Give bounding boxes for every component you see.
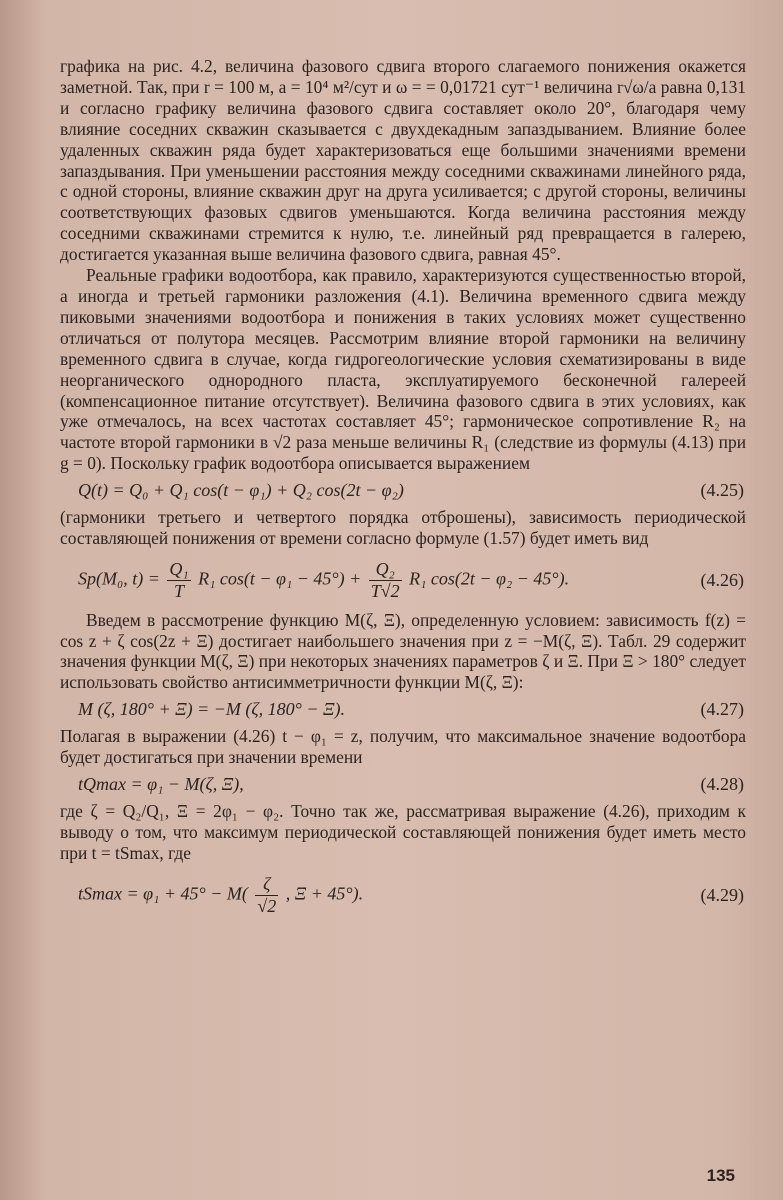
fraction-2-denominator: T√2	[370, 580, 400, 601]
formula-4-26	[78, 559, 746, 602]
formula-4-28	[78, 774, 746, 795]
formula-4-26-number: (4.26)	[700, 569, 744, 590]
formula-4-26-rhs: R₁ cos(2t − φ₂ − 45°).	[409, 568, 570, 589]
formula-4-25-number: (4.25)	[700, 480, 744, 501]
formula-4-29-fraction	[255, 874, 278, 917]
page-body	[60, 56, 746, 924]
formula-4-25	[78, 480, 746, 501]
fraction-1-numerator: Q₁	[169, 558, 189, 579]
fraction-denominator: √2	[257, 895, 277, 916]
formula-4-26-fraction-1	[167, 559, 190, 602]
paragraph-5: Полагая в выражении (4.26) t − φ₁ = z, получим, что максимальное значение водоотбора будет достигаться при значении времени	[60, 726, 746, 768]
formula-4-29-expression	[78, 874, 363, 917]
paragraph-4: Введем в рассмотрение функцию M(ζ, Ξ), определенную условием: зависимость f(z) = cos z + ζ cos(2z + Ξ) достигает наибольшего значения при z = −M(ζ, Ξ). Табл. 29 содержит значения функции M(ζ, Ξ) при некоторых значениях параметров ζ и Ξ. При Ξ > 180° следует использовать свойство антисимметричности функции M(ζ, Ξ):	[60, 609, 746, 693]
formula-4-29	[78, 874, 746, 917]
fraction-numerator: ζ	[255, 874, 278, 896]
formula-4-27	[78, 699, 746, 720]
formula-4-26-lhs: Sp(M₀, t) =	[78, 568, 160, 589]
paragraph-3: (гармоники третьего и четвертого порядка отброшены), зависимость периодической составляющей понижения от времени согласно формуле (1.57) будет иметь вид	[60, 507, 746, 548]
paragraph-1: графика на рис. 4.2, величина фазового сдвига второго слагаемого понижения окажется заметной. Так, при r = 100 м, a = 10⁴ м²/сут и ω = = 0,01721 сут⁻¹ величина r√ω/a равна 0,131 и согласно графику величина фазового сдвига составляет около 20°, благодаря чему влияние соседних скважин сказывается с двухдекадным запаздыванием. Влияние более удаленных скважин ряда будет характеризоваться еще большими значениями времени запаздывания. При уменьшении расстояния между соседними скважинами линейного ряда, с одной стороны, влияние скважин друг на друга усиливается; с другой стороны, величины соответствующих фазовых сдвигов уменьшаются. Когда величина расстояния между соседними скважинами стремится к нулю, т.е. линейный ряд превращается в галерею, достигается указанная выше величина фазового сдвига, равная 45°.	[60, 56, 746, 265]
formula-4-25-expression: Q(t) = Q₀ + Q₁ cos(t − φ₁) + Q₂ cos(2t − φ₂)	[78, 480, 404, 501]
formula-4-27-number: (4.27)	[700, 699, 744, 720]
fraction-1-denominator: T	[174, 580, 185, 601]
paragraph-6: где ζ = Q₂/Q₁, Ξ = 2φ₁ − φ₂. Точно так же, рассматривая выражение (4.26), приходим к выводу о том, что максимум периодической составляющей понижения будет иметь место при t = tSmax, где	[60, 800, 746, 863]
formula-4-26-fraction-2	[369, 559, 402, 602]
formula-4-26-expression	[78, 559, 569, 602]
formula-4-26-middle: R₁ cos(t − φ₁ − 45°) +	[198, 568, 362, 589]
page-number: 135	[706, 1166, 735, 1185]
paragraph-2: Реальные графики водоотбора, как правило, характеризуются существенностью второй, а иногда и третьей гармоники разложения (4.1). Величина временного сдвига между пиковыми значениями водоотбора и понижения в таких условиях может существенно отличаться от полутора месяцев. Рассмотрим влияние второй гармоники на величину временного сдвига в случае, когда гидрогеологические условия схематизированы в виде неорганического однородного пласта, эксплуатируемого бесконечной галереей (компенсационное питание отсутствует). Величина фазового сдвига в этих условиях, как уже отмечалось, на всех частотах составляет 45°; гармоническое сопротивление R₂ на частоте второй гармоники в √2 раза меньше величины R₁ (следствие из формулы (4.13) при g = 0). Поскольку график водоотбора описывается выражением	[60, 265, 746, 474]
formula-4-29-number: (4.29)	[700, 884, 744, 905]
formula-4-29-lhs: tSmax = φ₁ + 45° − M(	[78, 883, 248, 904]
formula-4-29-rhs: , Ξ + 45°).	[285, 883, 364, 904]
formula-4-28-number: (4.28)	[700, 774, 744, 794]
formula-4-27-expression: M (ζ, 180° + Ξ) = −M (ζ, 180° − Ξ).	[78, 699, 346, 720]
fraction-2-numerator: Q₂	[369, 559, 402, 581]
formula-4-28-expression: tQmax = φ₁ − M(ζ, Ξ),	[78, 774, 244, 794]
